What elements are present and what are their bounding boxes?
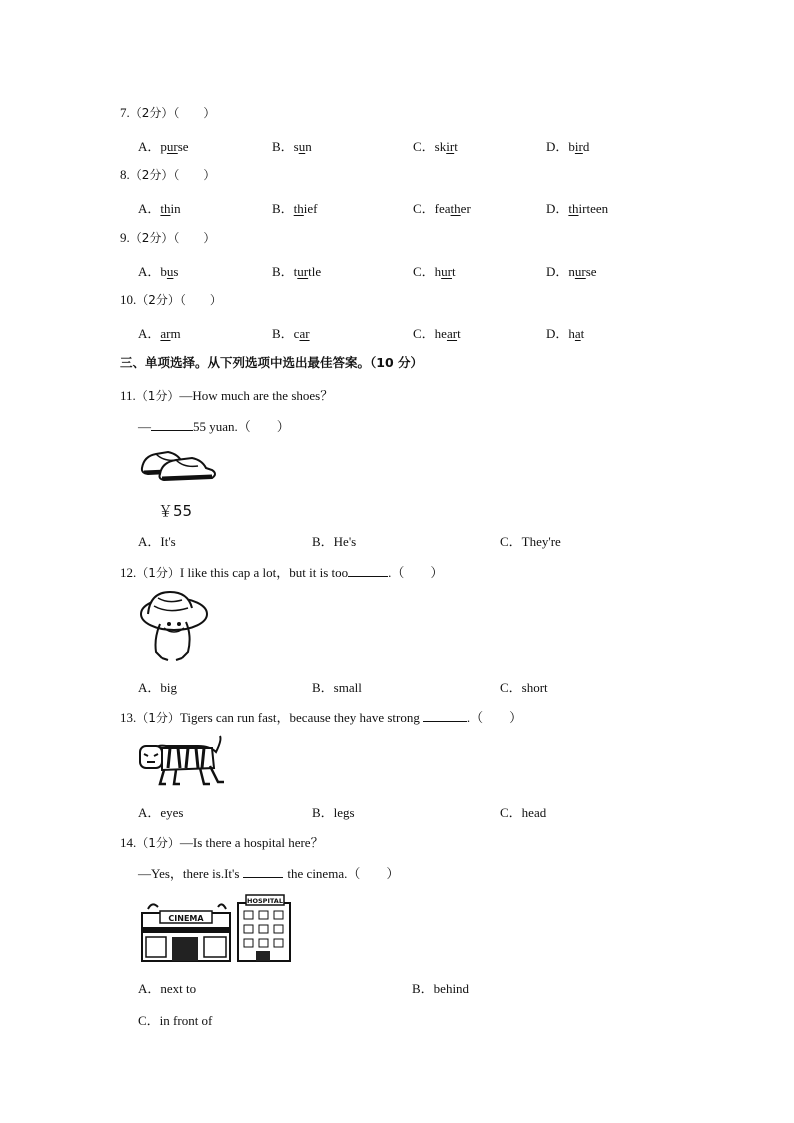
question-12-header: 12.（1分）I like this cap a lot，but it is too .（ ） — [120, 565, 444, 580]
question-9-header: 9.（2分）（ ） — [120, 230, 216, 245]
q12-option-a[interactable]: A．big — [138, 680, 178, 695]
q12-answer-blank[interactable] — [348, 564, 388, 577]
q10-option-c[interactable]: C．heart — [413, 326, 461, 341]
q10-option-b[interactable]: B．car — [272, 326, 310, 341]
q11-option-b[interactable]: B．He's — [312, 534, 357, 549]
q8-option-a[interactable]: A．thin — [138, 201, 181, 216]
q12-option-c[interactable]: C．short — [500, 680, 548, 695]
price-label: ￥55 — [158, 502, 193, 520]
q13-option-c[interactable]: C．head — [500, 805, 547, 820]
question-14-line2: —Yes，there is.It's the cinema.（ ） — [138, 866, 400, 881]
question-13-header: 13.（1分）Tigers can run fast，because they have strong .（ ） — [120, 710, 523, 725]
q13-option-a[interactable]: A．eyes — [138, 805, 184, 820]
cinema-sign: CINEMA — [168, 914, 204, 923]
shoes-image — [138, 442, 218, 484]
q10-option-a[interactable]: A．arm — [138, 326, 181, 341]
question-14-header: 14.（1分）—Is there a hospital here？ — [120, 835, 324, 850]
section-3-title: 三、单项选择。从下列选项中选出最佳答案。（10 分） — [120, 355, 423, 370]
q7-option-a[interactable]: A．purse — [138, 139, 189, 154]
q8-option-b[interactable]: B．thief — [272, 201, 318, 216]
q14-option-a[interactable]: A．next to — [138, 981, 197, 996]
q11-answer-blank[interactable] — [151, 418, 193, 431]
q11-option-c[interactable]: C．They're — [500, 534, 561, 549]
q14-option-b[interactable]: B．behind — [412, 981, 470, 996]
q9-option-d[interactable]: D．nurse — [546, 264, 597, 279]
q12-option-b[interactable]: B．small — [312, 680, 362, 695]
question-8-header: 8.（2分）（ ） — [120, 167, 216, 182]
q14-option-c[interactable]: C．in front of — [138, 1013, 213, 1028]
q7-option-b[interactable]: B．sun — [272, 139, 312, 154]
q9-option-c[interactable]: C．hurt — [413, 264, 456, 279]
q8-option-c[interactable]: C．feather — [413, 201, 471, 216]
hospital-sign: HOSPITAL — [247, 897, 283, 905]
question-11-header: 11.（1分）—How much are the shoes？ — [120, 388, 334, 403]
q11-option-a[interactable]: A．It's — [138, 534, 176, 549]
q7-option-c[interactable]: C．skirt — [413, 139, 458, 154]
q8-option-d[interactable]: D．thirteen — [546, 201, 609, 216]
tiger-image — [138, 734, 226, 788]
question-11-line2: — 55 yuan.（ ） — [138, 419, 290, 434]
q9-option-b[interactable]: B．turtle — [272, 264, 322, 279]
question-7-header: 7.（2分）（ ） — [120, 105, 216, 120]
cinema-hospital-image — [138, 893, 294, 965]
q9-option-a[interactable]: A．bus — [138, 264, 179, 279]
q13-option-b[interactable]: B．legs — [312, 805, 355, 820]
cap-on-animal-image — [138, 588, 210, 662]
question-10-header: 10.（2分）（ ） — [120, 292, 222, 307]
q7-option-d[interactable]: D．bird — [546, 139, 590, 154]
q14-answer-blank[interactable] — [243, 865, 283, 878]
q13-answer-blank[interactable] — [423, 709, 467, 722]
q10-option-d[interactable]: D．hat — [546, 326, 585, 341]
